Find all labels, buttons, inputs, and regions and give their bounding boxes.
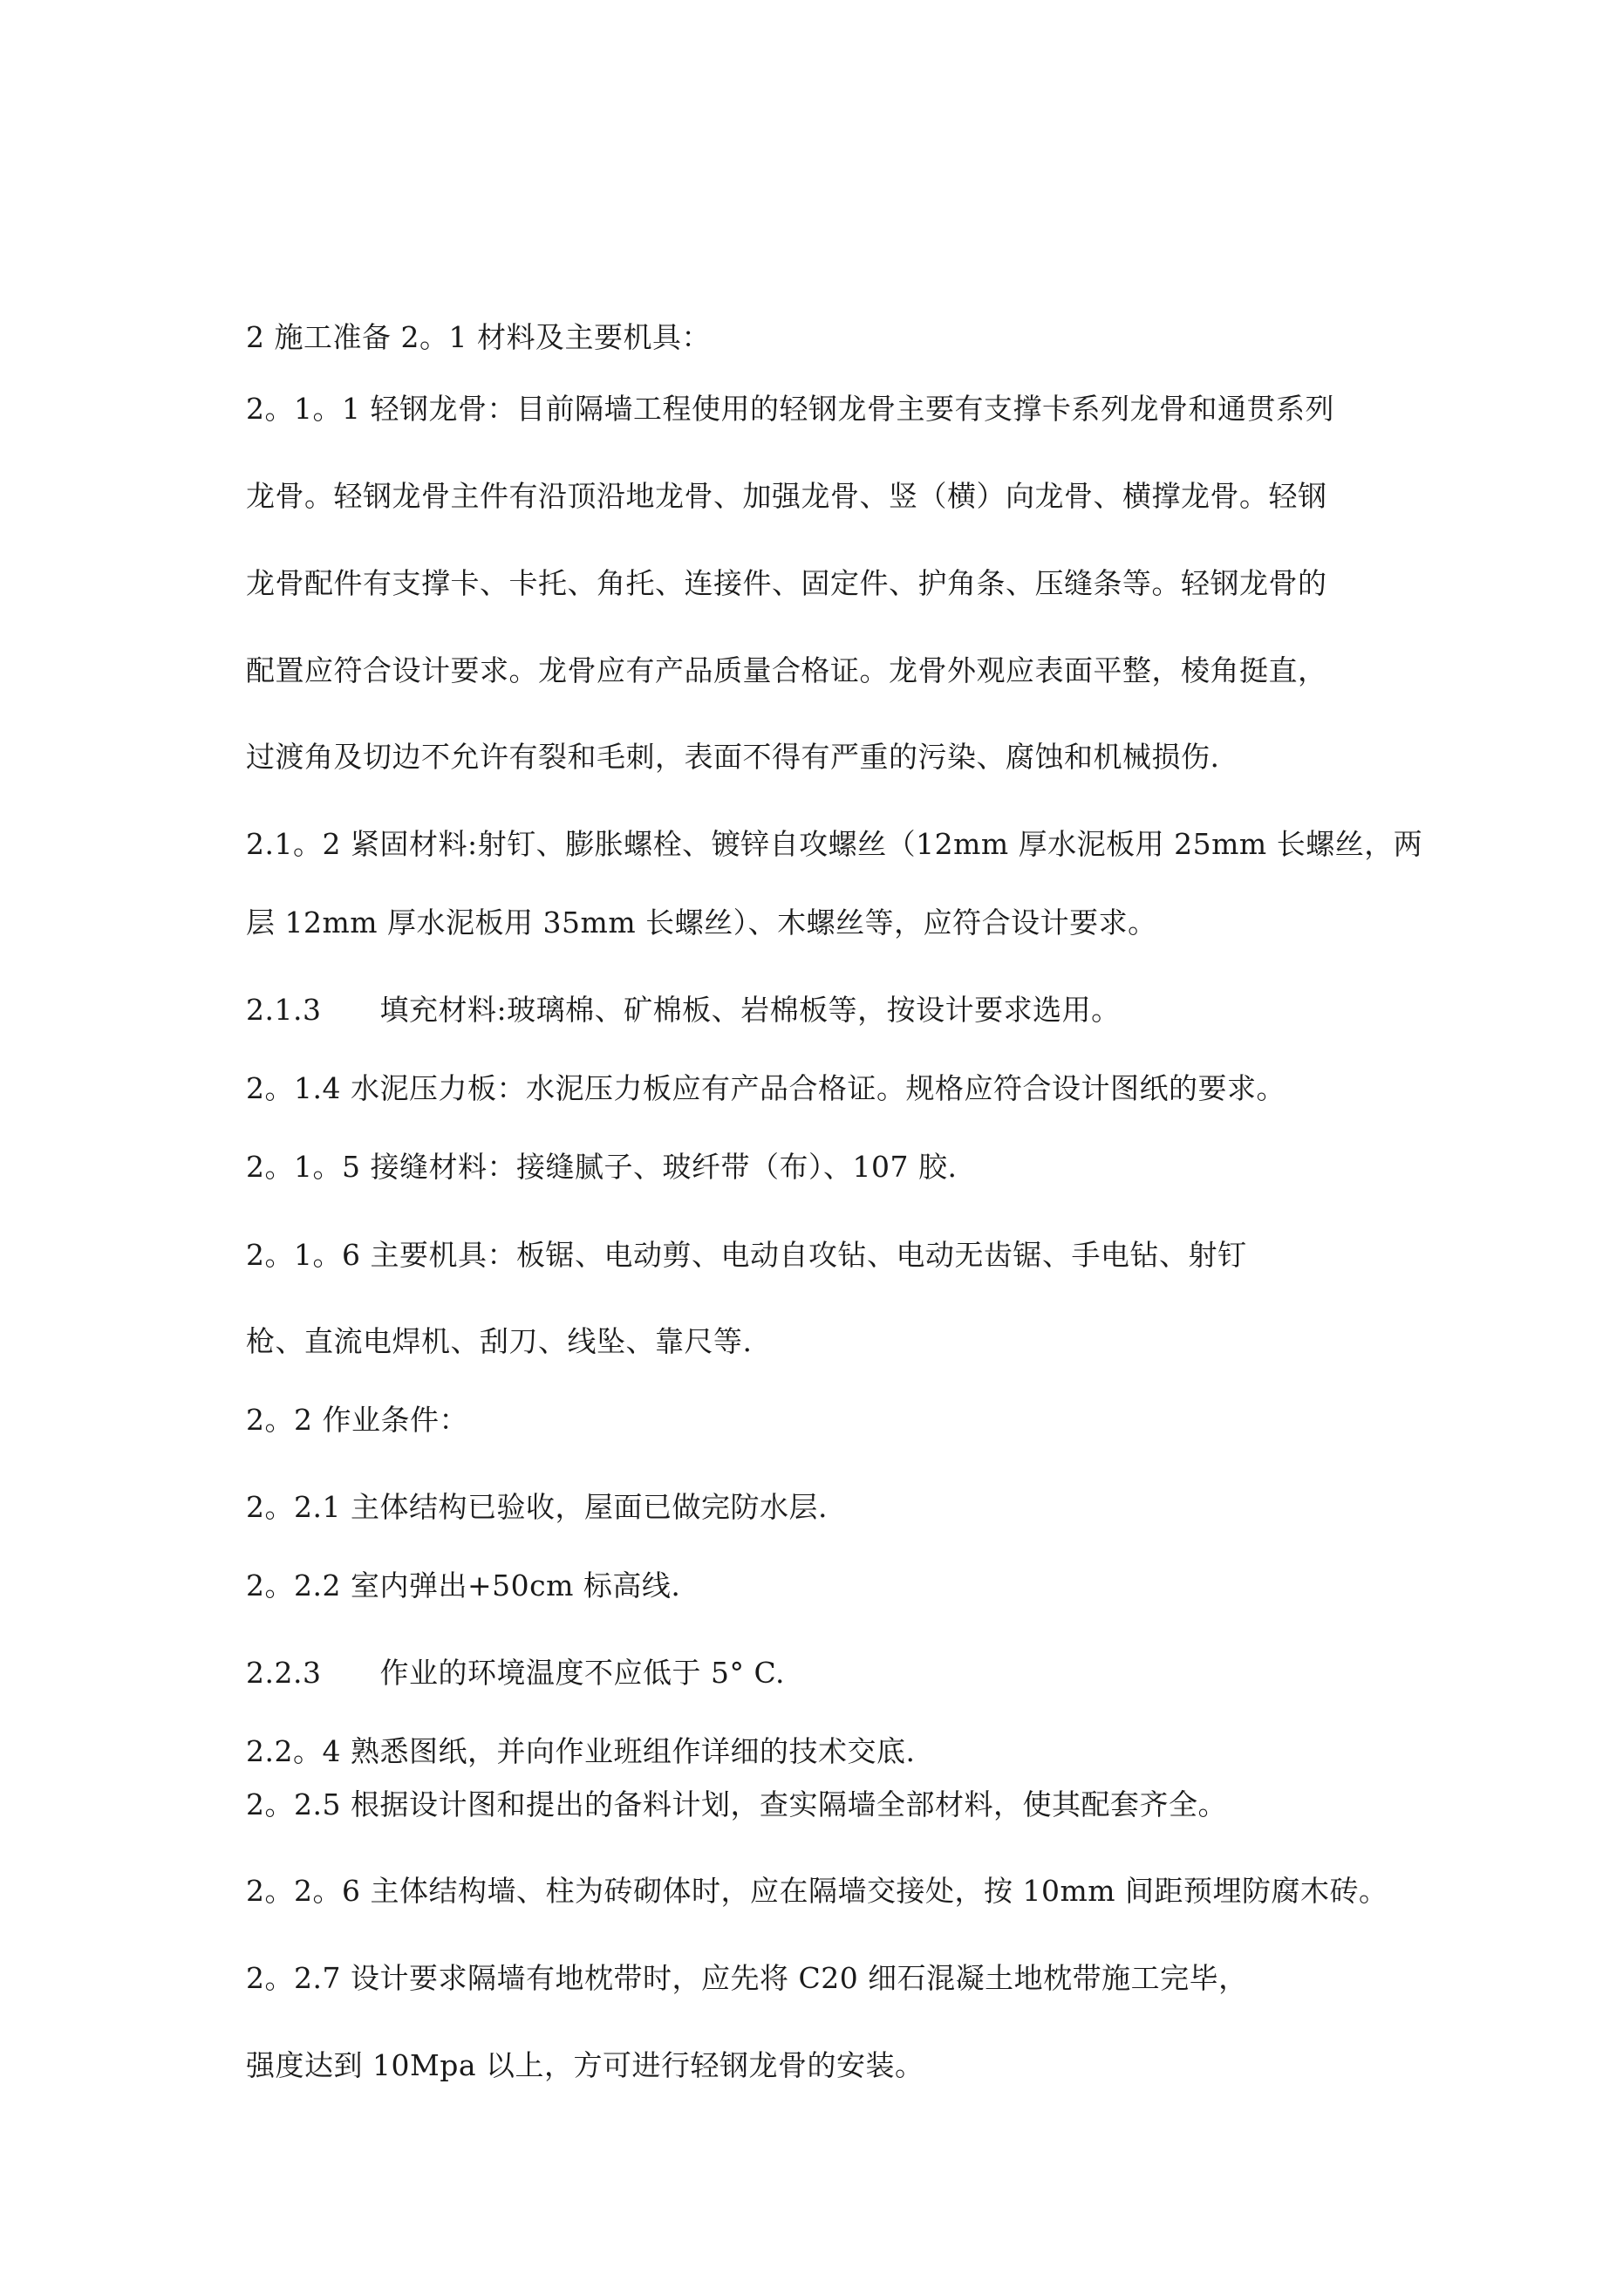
paragraph-line: 2。2.1 主体结构已验收，屋面已做完防水层. (246, 1490, 828, 1524)
paragraph-line: 2。2.5 根据设计图和提出的备料计划，查实隔墙全部材料，使其配套齐全。 (246, 1787, 1227, 1821)
paragraph-line: 过渡角及切边不允许有裂和毛刺，表面不得有严重的污染、腐蚀和机械损伤. (246, 740, 1220, 774)
paragraph-line: 2。2。6 主体结构墙、柱为砖砌体时，应在隔墙交接处，按 10mm 间距预埋防腐木砖。 (246, 1874, 1388, 1908)
paragraph-line: 配置应符合设计要求。龙骨应有产品质量合格证。龙骨外观应表面平整，棱角挺直， (246, 653, 1327, 687)
paragraph-line: 龙骨配件有支撑卡、卡托、角托、连接件、固定件、护角条、压缝条等。轻钢龙骨的 (246, 566, 1327, 600)
paragraph-line: 2。2.2 室内弹出+50cm 标高线. (246, 1568, 681, 1602)
paragraph-line: 2.1。2 紧固材料:射钉、膨胀螺栓、镀锌自攻螺丝（12mm 厚水泥板用 25mm 长螺丝，两 (246, 827, 1423, 861)
paragraph-line: 强度达到 10Mpa 以上，方可进行轻钢龙骨的安装。 (246, 2048, 924, 2082)
paragraph-line: 2。2.7 设计要求隔墙有地枕带时，应先将 C20 细石混凝土地枕带施工完毕， (246, 1961, 1248, 1995)
paragraph-line: 层 12mm 厚水泥板用 35mm 长螺丝）、木螺丝等，应符合设计要求。 (246, 905, 1157, 940)
paragraph-line: 枪、直流电焊机、刮刀、线坠、靠尺等. (246, 1324, 753, 1358)
paragraph-line: 2。1。5 接缝材料：接缝腻子、玻纤带（布）、107 胶. (246, 1150, 958, 1184)
paragraph-line: 龙骨。轻钢龙骨主件有沿顶沿地龙骨、加强龙骨、竖（横）向龙骨、横撑龙骨。轻钢 (246, 479, 1327, 513)
section-heading-construction-preparation: 2 施工准备 2。1 材料及主要机具： (246, 320, 711, 354)
paragraph-line: 2。1。1 轻钢龙骨：目前隔墙工程使用的轻钢龙骨主要有支撑卡系列龙骨和通贯系列 (246, 392, 1334, 426)
paragraph-line: 2.2.3 作业的环境温度不应低于 5° C. (246, 1656, 786, 1690)
paragraph-line: 2。1。6 主要机具：板锯、电动剪、电动自攻钻、电动无齿锯、手电钻、射钉 (246, 1238, 1247, 1272)
paragraph-line: 2.1.3 填充材料:玻璃棉、矿棉板、岩棉板等，按设计要求选用。 (246, 993, 1121, 1027)
paragraph-line: 2。1.4 水泥压力板：水泥压力板应有产品合格证。规格应符合设计图纸的要求。 (246, 1071, 1285, 1105)
paragraph-line: 2.2。4 熟悉图纸，并向作业班组作详细的技术交底. (246, 1734, 916, 1768)
section-heading-work-conditions: 2。2 作业条件： (246, 1403, 468, 1437)
